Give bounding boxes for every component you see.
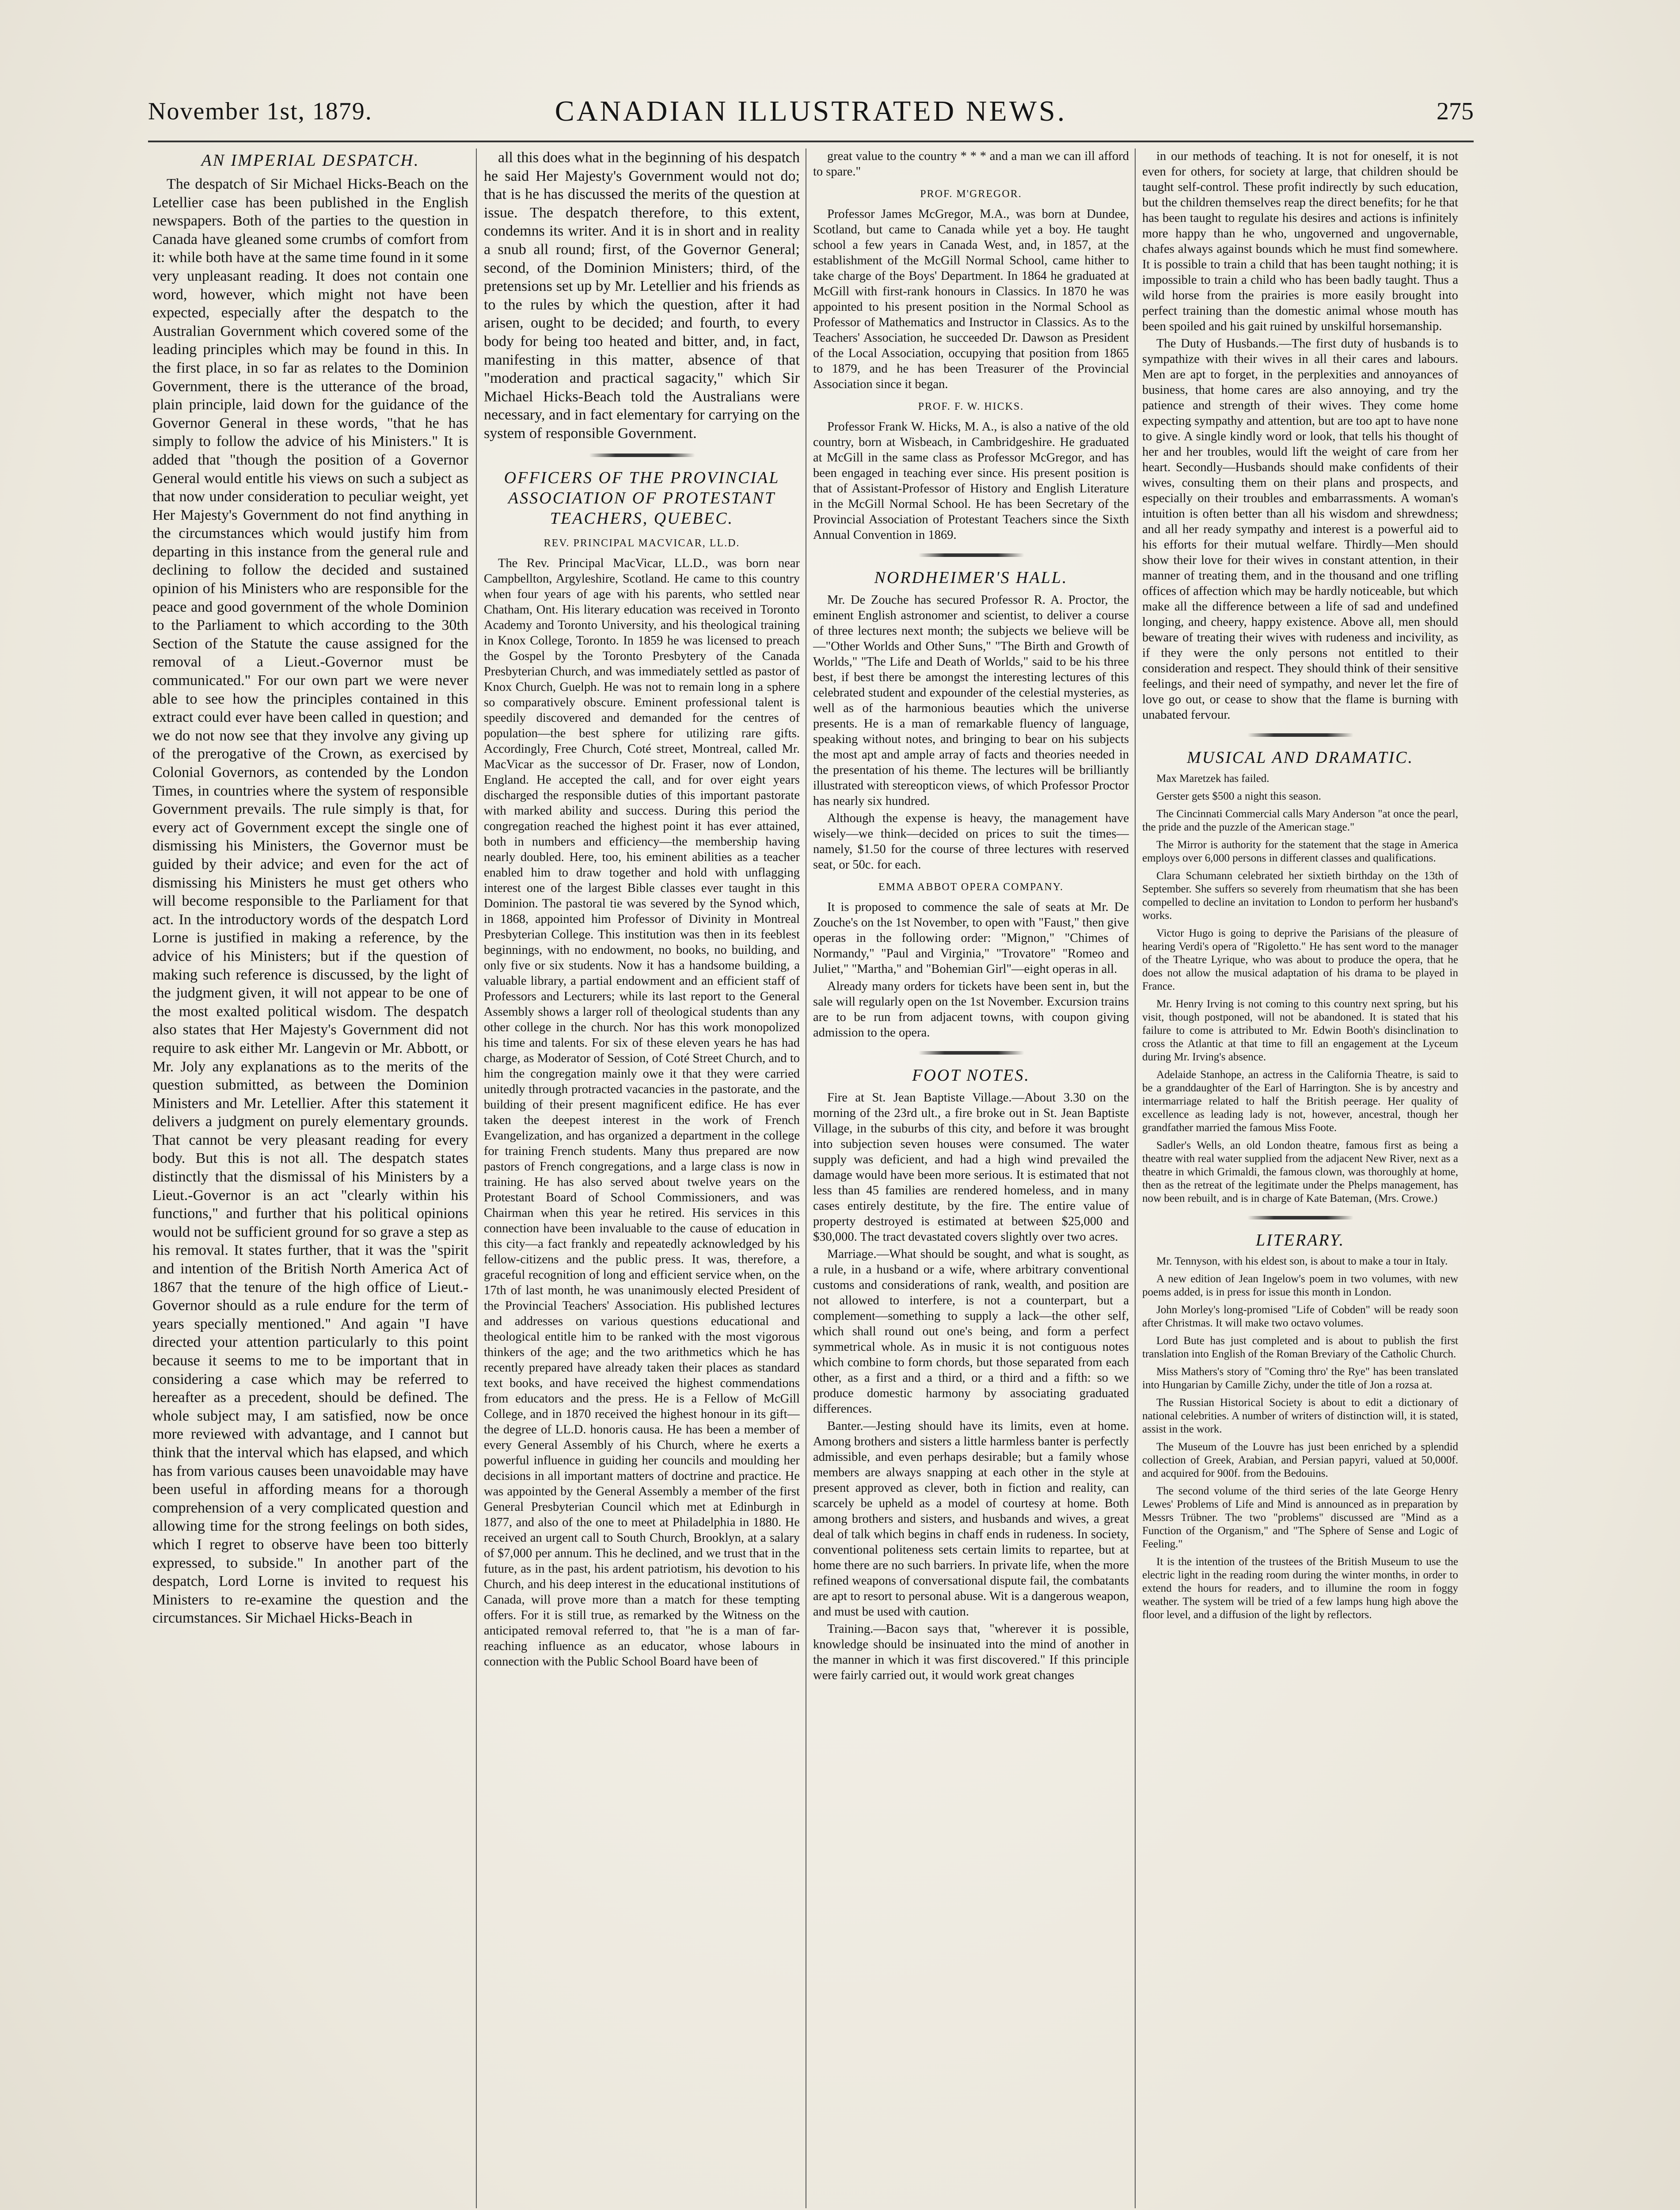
news-item: Adelaide Stanhope, an actress in the California Theatre, is said to be a granddaughter of the Earl of Harrington. She is by ancestry and intermarriage related to half the British peerage. Her quality of excellence as leading lady is not, however, ancestral, though her grandfather married the famous Miss Foote. bbox=[1142, 1069, 1458, 1134]
news-item: The Russian Historical Society is about to edit a dictionary of national celebrities. A number of writers of distinction will, it is stated, assist in the work. bbox=[1142, 1397, 1458, 1435]
news-item: The Mirror is authority for the statement that the stage in America employs over 6,000 persons in different classes and qualifications. bbox=[1142, 839, 1458, 864]
section-headline: OFFICERS OF THE PROVINCIAL ASSOCIATION OF PROTESTANT TEACHERS, QUEBEC. bbox=[504, 468, 780, 528]
section-separator bbox=[918, 1051, 1024, 1055]
news-item: The second volume of the third series of the late George Henry Lewes' Problems of Life and Mind is announced as in preparation by Messrs Trübner. The two "problems" discussed are "Mind as a Function of the Organism," and "The Sphere of Sense and Logic of Feeling." bbox=[1142, 1485, 1458, 1550]
section-subhead: EMMA ABBOT OPERA COMPANY. bbox=[878, 881, 1064, 893]
article-paragraph: Professor Frank W. Hicks, M. A., is also a native of the old country, born at Wisbeach, in Cambridgeshire. He graduated at McGill in the same class as Professor McGregor, and has been engaged in teaching ever since. His present position is that of Assistant-Professor of History and English Literature in the McGill Normal School. He has been Secretary of the Provincial Association of Protestant Teachers since the Sixth Annual Convention in 1869. bbox=[813, 420, 1129, 542]
article-paragraph: great value to the country * * * and a man we can ill afford to spare." bbox=[813, 149, 1129, 179]
column-divider bbox=[476, 149, 477, 2208]
article-paragraph: Fire at St. Jean Baptiste Village.—About 3.30 on the morning of the 23rd ult., a fire broke out in St. Jean Baptiste Village, in the suburbs of this city, and before it was brought into subjection seven houses were consumed. The water supply was deficient, and had a high wind prevailed the damage would have been more serious. It is estimated that not less than 45 families are rendered homeless, and in many cases entirely destitute, by the fire. The entire value of property destroyed is estimated at between $25,000 and $30,000. The tract devastated covers slightly over two acres. bbox=[813, 1091, 1129, 1244]
news-item: Victor Hugo is going to deprive the Parisians of the pleasure of hearing Verdi's opera of "Rigoletto." He has sent word to the manager of the Theatre Lyrique, who was about to produce the opera, that he does not allow the musical adaptation of his drama to be played in France. bbox=[1142, 927, 1458, 992]
news-item: The Museum of the Louvre has just been enriched by a splendid collection of Greek, Arabian, and Persian papyri, valued at 50,000f. and acquired for 900f. from the Bedouins. bbox=[1142, 1441, 1458, 1479]
section-subhead: REV. PRINCIPAL MACVICAR, LL.D. bbox=[544, 537, 740, 549]
news-item: Gerster gets $500 a night this season. bbox=[1156, 790, 1321, 802]
section-headline: LITERARY. bbox=[1255, 1231, 1345, 1250]
music-notes bbox=[1142, 772, 1458, 1205]
section-headline: NORDHEIMER'S HALL. bbox=[874, 568, 1068, 587]
page-number: 275 bbox=[1437, 98, 1474, 125]
column-4 bbox=[1142, 149, 1458, 2208]
news-item: Miss Mathers's story of "Coming thro' the Rye" has been translated into Hungarian by Camille Zichy, under the title of Jon a rozsa at. bbox=[1142, 1366, 1458, 1391]
article-paragraph: all this does what in the beginning of his despatch he said Her Majesty's Government would not do; that is he has discussed the merits of the question at issue. The despatch therefore, to this extent, condemns its writer. And it is in short and in reality a snub all round; first, of the Governor General; second, of the Dominion Ministers; third, of the pretensions set up by Mr. Letellier and his friends as to the rules by which the question, after it had arisen, ought to be decided; and fourth, to every body for being too heated and bitter, and, in fact, manifesting in this matter, absence of that "moderation and practical sagacity," which Sir Michael Hicks-Beach told the Australians were necessary, and in fact elementary for carrying on the system of responsible Government. bbox=[484, 149, 800, 442]
section-headline: MUSICAL AND DRAMATIC. bbox=[1186, 748, 1414, 767]
issue-date: November 1st, 1879. bbox=[148, 98, 372, 125]
masthead bbox=[148, 88, 1474, 141]
column-1 bbox=[152, 149, 468, 2208]
news-item: The Cincinnati Commercial calls Mary Anderson "at once the pearl, the pride and the puzzle of the American stage." bbox=[1142, 808, 1458, 833]
news-item: Mr. Tennyson, with his eldest son, is about to make a tour in Italy. bbox=[1156, 1255, 1448, 1267]
section-separator bbox=[589, 453, 695, 457]
article-paragraph: Although the expense is heavy, the management have wisely—we think—decided on prices to suit the times—namely, $1.50 for the course of three lectures with reserved seat, or 50c. for each. bbox=[813, 812, 1129, 872]
newspaper-title: CANADIAN ILLUSTRATED NEWS. bbox=[555, 95, 1067, 127]
news-item: Max Maretzek has failed. bbox=[1156, 773, 1270, 785]
masthead-rule bbox=[148, 141, 1474, 142]
article-paragraph: Mr. De Zouche has secured Professor R. A. Proctor, the eminent English astronomer and scientist, to deliver a course of three lectures next month; the subjects we believe will be—"Other Worlds and Other Suns," "The Birth and Growth of Worlds," "The Life and Death of Worlds," said to be his three best, if best there be amongst the interesting lectures of this celebrated student and expounder of the celestial mysteries, as well as of the harmonious beauties which the universe presents. He is a man of remarkable fluency of language, speaking without notes, and bringing to bear on his subjects the most apt and ample array of facts and theories needed in the presentation of his theme. The lectures will be brilliantly illustrated with stereopticon views, of which Professor Proctor has nearly six hundred. bbox=[813, 593, 1129, 808]
article-paragraph: Professor James McGregor, M.A., was born at Dundee, Scotland, but came to Canada while yet a boy. He taught school a few years in Canada West, and, in 1857, at the establishment of the McGill Normal School, came hither to take charge of the Boys' Department. In 1864 he graduated at McGill with first-rank honours in Classics. In 1870 he was appointed to his present position in the Normal School as Professor of Mathematics and Instructor in Classics. As to the Teachers' Association, he succeeded Dr. Dawson as President of the Local Association, occupying that position from 1865 to 1879, and he has been Treasurer of the Provincial Association since it began. bbox=[813, 207, 1129, 391]
section-headline: FOOT NOTES. bbox=[912, 1066, 1030, 1085]
news-item: John Morley's long-promised "Life of Cobden" will be ready soon after Christmas. It will make two octavo volumes. bbox=[1142, 1304, 1458, 1329]
column-3 bbox=[813, 149, 1129, 2208]
news-item: Lord Bute has just completed and is about to publish the first translation into English of the Roman Breviary of the Catholic Church. bbox=[1142, 1335, 1458, 1360]
article-paragraph: The Duty of Husbands.—The first duty of husbands is to sympathize with their wives in all their cares and labours. Men are apt to forget, in the perplexities and annoyances of business, that home cares are also annoying, and try the patience and strength of their wives. They come home expecting sympathy and attention, but are too apt to have none to give. A single kindly word or look, that tells his thought of her and her troubles, would lift the weight of care from her heart. Secondly—Husbands should make confidents of their wives, consulting them on their plans and prospects, and especially on their troubles and embarrassments. A woman's intuition is often better than all his wisdom and shrewdness; and all her ready sympathy and interest is a powerful aid to his efforts for their mutual welfare. Thirdly—Men should show their love for their wives in constant attention, in their manner of treating them, and in the thousand and one trifling offices of affection which may be hardly noticeable, but which make all the difference between a life of sad and undefined longing, and cheery, happy existence. Above all, men should beware of treating their wives with rudeness and incivility, as if they were the only persons not entitled to their consideration and respect. They should think of their sensitive feelings, and their need of sympathy, and never let the fire of love go out, or cease to show that the flame is burning with unabated fervour. bbox=[1142, 337, 1458, 722]
article-paragraph: Training.—Bacon says that, "wherever it is possible, knowledge should be insinuated into the mind of another in the manner in which it was first discovered." If this principle were fairly carried out, it would work great changes bbox=[813, 1622, 1129, 1682]
article-paragraph: Already many orders for tickets have been sent in, but the sale will regularly open on the 1st November. Excursion trains are to be run from adjacent towns, with coupon giving admission to the opera. bbox=[813, 979, 1129, 1040]
article-paragraph: Marriage.—What should be sought, and what is sought, as a rule, in a husband or a wife, where arbitrary conventional customs and considerations of rank, wealth, and position are not allowed to interfere, is not a counterpart, but a complement—something to supply a lack—the other self, which shall round out one's being, and form a perfect symmetrical whole. As in music it is not contiguous notes which combine to form chords, but those separated from each other, as a first and a third, or a third and a fifth: so we produce domestic harmony by associating graduated differences. bbox=[813, 1247, 1129, 1416]
news-item: A new edition of Jean Ingelow's poem in two volumes, with new poems added, is in press for issue this month in London. bbox=[1142, 1273, 1458, 1298]
section-separator bbox=[1247, 1216, 1353, 1219]
news-item: Sadler's Wells, an old London theatre, famous first as being a theatre with real water supplied from the adjacent New River, next as a theatre in which Grimaldi, the famous clown, was thoroughly at home, then as the retreat of the legitimate under the Phelps management, has now been rebuilt, and is in charge of Kate Bateman, (Mrs. Crowe.) bbox=[1142, 1139, 1458, 1204]
news-item: It is the intention of the trustees of the British Museum to use the electric light in the reading room during the winter months, in order to extend the hours for readers, and to illumine the room in foggy weather. The system will be tried of a few lamps hung high above the floor level, and a diffusion of the light by reflectors. bbox=[1142, 1556, 1458, 1621]
article-paragraph: The despatch of Sir Michael Hicks-Beach on the Letellier case has been published in the English newspapers. Both of the parties to the question in Canada have gleaned some crumbs of comfort from it: while both have at the same time found in it some very unpleasant reading. It does not contain one word, however, which might not have been expected, especially after the despatch to the Australian Government which covered some of the leading principles which may be found in this. In the first place, in so far as relates to the Dominion Government, there is the utterance of the broad, plain principle, laid down for the guidance of the Governor General in these words, "that he has simply to follow the advice of his Ministers." It is added that "though the position of a Governor General would entitle his views on such a subject as that now under consideration to peculiar weight, yet Her Majesty's Government do not find anything in the circumstances which would justify him from departing in this instance from the general rule and declining to follow the decided and sustained opinion of his Ministers who are responsible for the peace and good government of the whole Dominion to the Parliament to which according to the 30th Section of the Statute the cause assigned for the removal of a Lieut.-Governor must be communicated." For our own part we were never able to see how the principles contained in this extract could ever have been called in question; and we do not now see that they involve any giving up of the prerogative of the Crown, as exercised by Colonial Governors, as contended by the London Times, in countries where the system of responsible Government prevails. The rule simply is that, for every act of Government except the single one of dismissing his Ministers, the Governor must be guided by their advice; and even for the act of dismissing his Ministers he must get others who will become responsible to the Parliament for that act. In the introductory words of the despatch Lord Lorne is justified in making a reference, by the advice of his Ministers; but if the question of making such reference is discussed, by the light of the judgment given, it will not appear to be one of the most exalted political wisdom. The despatch also states that Her Majesty's Government did not require to ask either Mr. Langevin or Mr. Abbott, or Mr. Joly any explanations as to the merits of the question submitted, as between the Dominion Ministers and Mr. Letellier. After this statement it delivers a judgment on purely elementary grounds. That cannot be very pleasant reading for every body. But this is not all. The despatch states distinctly that the dismissal of his Ministers by a Lieut.-Governor is an act "clearly within his functions," and further that his political opinions would not be sufficient ground for so grave a step as his removal. It states further, that it was the "spirit and intention of the British North America Act of 1867 that the tenure of the high office of Lieut.-Governor should as a rule endure for the term of years specially mentioned." And again "I have directed your attention particularly to this point because it seems to me to be important that in considering a case which may be referred to hereafter as a precedent, should be defined. The whole subject may, I am satisfied, now be once more reviewed with advantage, and I cannot but think that the interval which has elapsed, and which has from various causes been unavoidable may have been useful in affording means for a thorough comprehension of a very complicated question and allowing time for the strong feelings on both sides, which I regret to observe have been too bitterly expressed, to subside." In another part of the despatch, Lord Lorne is invited to request his Ministers to re-examine the question and the circumstances. Sir Michael Hicks-Beach in bbox=[152, 176, 468, 1627]
section-subhead: PROF. M'GREGOR. bbox=[920, 188, 1022, 200]
column-2 bbox=[484, 149, 800, 2208]
article-headline: AN IMPERIAL DESPATCH. bbox=[201, 151, 420, 170]
article-paragraph: in our methods of teaching. It is not for oneself, it is not even for others, for society at large, that children should be taught self-control. These profit indirectly by such education, but the children themselves reap the direct benefits; for he that has been taught to regulate his desires and actions is infinitely more happy than he who, ungoverned and ungovernable, chafes always against bounds which he must find somewhere. It is possible to train a child that has been taught nothing; it is impossible to train a child who has been badly taught. Thus a wild horse from the prairies is more easily brought into perfect training than the domestic animal whose mouth has been spoiled and his gait ruined by unskilful horsemanship. bbox=[1142, 149, 1458, 333]
section-separator bbox=[1247, 733, 1353, 737]
section-separator bbox=[918, 553, 1024, 557]
news-item: Mr. Henry Irving is not coming to this country next spring, but his visit, though postponed, will not be abandoned. It is stated that his failure to come is attributed to Mr. Edwin Booth's disinclination to cross the Atlantic at that time to fill an engagement at the Lyceum during Mr. Irving's absence. bbox=[1142, 998, 1458, 1063]
literary-notes bbox=[1142, 1255, 1458, 1622]
section-subhead: PROF. F. W. HICKS. bbox=[918, 401, 1024, 412]
article-paragraph: It is proposed to commence the sale of seats at Mr. De Zouche's on the 1st November, to open with "Faust," then give operas in the following order: "Mignon," "Chimes of Normandy," "Paul and Virginia," "Trovatore" "Romeo and Juliet," "Martha," and "Bohemian Girl"—eight operas in all. bbox=[813, 900, 1129, 976]
article-paragraph: The Rev. Principal MacVicar, LL.D., was born near Campbellton, Argyleshire, Scotland. He came to this country when four years of age with his parents, who settled near Chatham, Ont. His literary education was received in Toronto Academy and Toronto University, and his theological training in Knox College, Toronto. In 1859 he was licensed to preach the Gospel by the Toronto Presbytery of the Canada Presbyterian Church, and was immediately settled as pastor of Knox Church, Guelph. He was not to remain long in a sphere so comparatively obscure. Eminent professional talent is speedily discovered and demanded for the centres of population—the best sphere for utilizing rare gifts. Accordingly, Free Church, Coté street, Montreal, called Mr. MacVicar as the successor of Dr. Fraser, now of London, England. He accepted the call, and for over eight years discharged the responsible duties of this important pastorate with marked ability and success. During this period the congregation reached the highest point it has ever attained, both in numbers and efficiency—the membership having nearly doubled. Here, too, his eminent abilities as a teacher enabled him to draw together and hold with unflagging interest one of the largest Bible classes ever taught in this Dominion. The pastoral tie was severed by the Synod which, in 1868, appointed him Professor of Divinity in Montreal Presbyterian College. This institution was then in its feeblest beginnings, with no endowment, no books, no building, and only five or six students. Now it has a handsome building, a valuable library, a partial endowment and an efficient staff of Professors and Lecturers; while its last report to the General Assembly shows a larger roll of theological students than any other college in the church. Nor has this work monopolized his time and talents. For six of these eleven years he has had charge, as Moderator of Session, of Coté Street Church, and to him the congregation mainly owe it that they were carried unitedly through protracted vacancies in the pastorate, and the building of their present magnificent edifice. He has ever taken the deepest interest in the work of French Evangelization, and has organized a department in the college for training French students. Many thus prepared are now pastors of French congregations, and a large class is now in training. He has also served about twelve years on the Protestant Board of School Commissioners, and was Chairman when this year he retired. His services in this connection have been invaluable to the cause of education in this city—a fact frankly and repeatedly acknowledged by his fellow-citizens and the public press. It was, therefore, a graceful recognition of long and efficient service when, on the 17th of last month, he was unanimously elected President of the Provincial Teachers' Association. His published lectures and addresses on various questions educational and theological entitle him to be ranked with the most vigorous thinkers of the age; and the two arithmetics which he has recently prepared have already taken their places as standard text books, and have received the highest commendations from educators and the press. He is a Fellow of McGill College, and in 1870 received the highest honour in its gift—the degree of LL.D. honoris causa. He has been a member of every General Assembly of his Church, where he exerts a powerful influence in guiding her councils and moulding her decisions in all important matters of doctrine and practice. He was appointed by the General Assembly a member of the first General Presbyterian Council which met at Edinburgh in 1877, and also of the one to meet at Philadelphia in 1880. He received an urgent call to South Church, Brooklyn, at a salary of $7,000 per annum. This he declined, and we trust that in the future, as in the past, his ardent patriotism, his devotion to his Church, and his deep interest in the educational institutions of Canada, will prove more than a match for these tempting offers. For it is still true, as remarked by the Witness on the anticipated removal referred to, that "he is a man of far-reaching influence as an educator, whose labours in connection with the Public School Board have been of bbox=[484, 556, 800, 1669]
article-paragraph: Banter.—Jesting should have its limits, even at home. Among brothers and sisters a little harmless banter is perfectly admissible, and even perhaps desirable; but a family whose members are always snapping at each other in the style at present approved as clever, both in fiction and reality, can scarcely be upheld as a model of courtesy at home. Both among brothers and sisters, and husbands and wives, a great deal of talk which begins in chaff ends in rudeness. In society, conventional politeness sets certain limits to repartee, but at home there are no such barriers. In private life, when the more refined weapons of conversational dispute fail, the combatants are apt to resort to personal abuse. Wit is a dangerous weapon, and must be used with caution. bbox=[813, 1419, 1129, 1619]
column-divider bbox=[1135, 149, 1136, 2208]
news-item: Clara Schumann celebrated her sixtieth birthday on the 13th of September. She suffers so severely from rheumatism that she has been compelled to decline an invitation to London to perform her husband's works. bbox=[1142, 870, 1458, 922]
